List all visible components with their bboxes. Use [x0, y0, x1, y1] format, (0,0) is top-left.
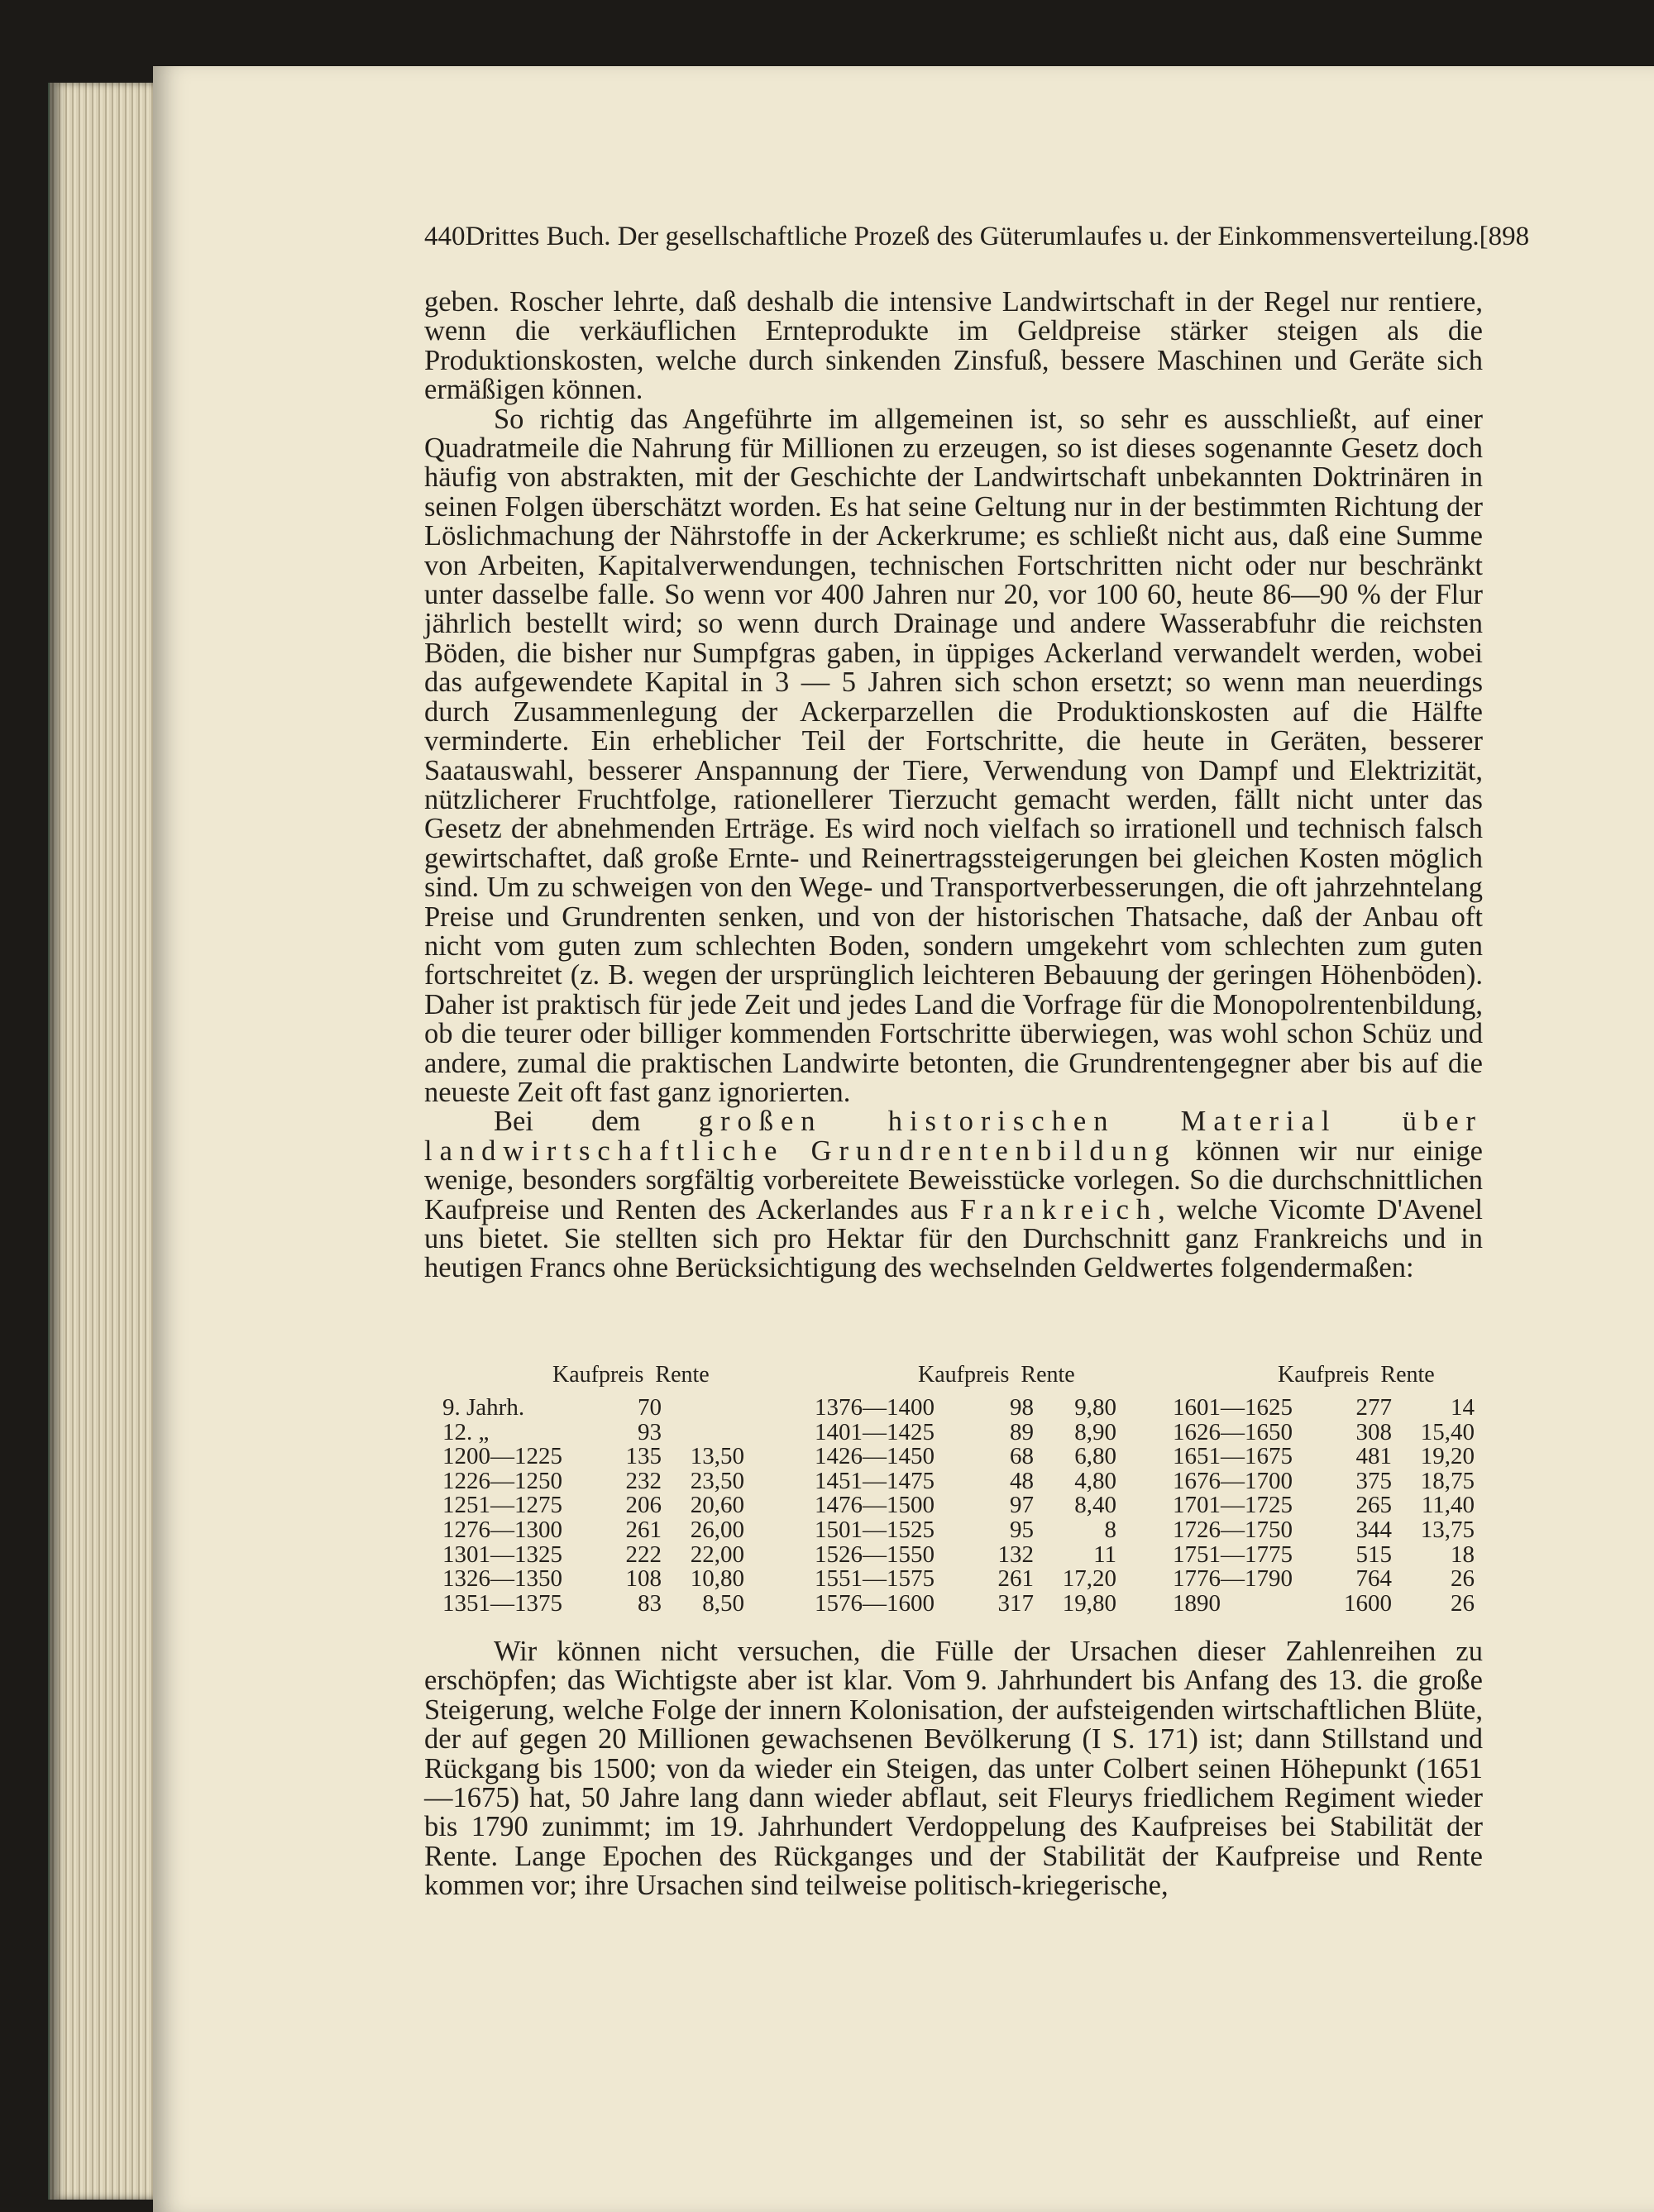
period-cell: 1401—1425	[815, 1418, 935, 1445]
intro-part-2: können wir nur einige wenige, besonders sorgfältig vorbereitete Beweisstücke vorlegen. So die durchschnittlichen Kaufpreise und Renten des Ackerlandes aus	[424, 1135, 1483, 1225]
paragraph-3	[424, 1107, 1483, 1283]
table-row	[1173, 1396, 1487, 1421]
page-number: 440	[424, 222, 466, 251]
kaufpreis-cell: 206	[625, 1492, 662, 1519]
period-cell: 1751—1775	[1173, 1541, 1293, 1568]
kaufpreis-cell: 1600	[1344, 1589, 1392, 1617]
period-cell: 1726—1750	[1173, 1516, 1293, 1543]
section-number: [898	[1479, 222, 1530, 251]
main-text	[424, 288, 1483, 1283]
kaufpreis-cell: 135	[625, 1443, 662, 1470]
kaufpreis-cell: 481	[1355, 1443, 1392, 1470]
rente-cell: 8,40	[1074, 1492, 1116, 1519]
period-cell: 1651—1675	[1173, 1443, 1293, 1470]
rente-cell: 9,80	[1074, 1394, 1116, 1421]
rente-cell: 26,00	[690, 1516, 744, 1543]
col-rente-3: Rente	[1380, 1362, 1435, 1388]
table-row	[442, 1518, 757, 1543]
table-row	[815, 1592, 1129, 1617]
period-cell: 12. „	[442, 1418, 490, 1445]
rente-cell: 6,80	[1074, 1443, 1116, 1470]
kaufpreis-cell: 308	[1355, 1418, 1392, 1445]
period-cell: 1601—1625	[1173, 1394, 1293, 1421]
kaufpreis-cell: 95	[1010, 1516, 1034, 1543]
intro-spaced-2: Frankreich	[959, 1193, 1159, 1225]
running-title: Drittes Buch. Der gesellschaftliche Prozeß des Güterumlaufes u. der Einkommensverteilung.	[465, 222, 1480, 251]
period-cell: 9. Jahrh.	[442, 1394, 525, 1421]
table-row	[815, 1567, 1129, 1592]
intro-part-3: , welche Vicomte D'Avenel uns bietet. Sie stellten sich pro Hektar für den Durchschnitt ganz Frankreichs und in heutigen Francs ohne Berücksichtigung des wechselnden Geldwertes folgendermaßen:	[424, 1193, 1483, 1284]
period-cell: 1776—1790	[1173, 1565, 1293, 1593]
col-kaufpreis-2: Kaufpreis	[918, 1362, 1010, 1388]
table-header-1	[552, 1362, 710, 1392]
period-cell: 1376—1400	[815, 1394, 935, 1421]
kaufpreis-cell: 261	[625, 1516, 662, 1543]
table-row	[1173, 1567, 1487, 1592]
table-header-2	[918, 1362, 1075, 1392]
period-cell: 1676—1700	[1173, 1467, 1293, 1494]
rente-cell: 17,20	[1062, 1565, 1116, 1593]
table-row	[442, 1592, 757, 1617]
rente-cell: 11,40	[1421, 1492, 1475, 1519]
rente-cell: 4,80	[1074, 1467, 1116, 1494]
kaufpreis-cell: 108	[625, 1565, 662, 1593]
kaufpreis-cell: 317	[997, 1589, 1034, 1617]
rente-cell: 23,50	[690, 1467, 744, 1494]
table-row	[442, 1445, 757, 1469]
kaufpreis-cell: 265	[1355, 1492, 1392, 1519]
rente-cell: 11	[1093, 1541, 1116, 1568]
price-table-group-1	[442, 1396, 757, 1616]
kaufpreis-cell: 97	[1010, 1492, 1034, 1519]
table-row	[442, 1421, 757, 1445]
table-row	[815, 1445, 1129, 1469]
paragraph-4: Wir können nicht versuchen, die Fülle der Ursachen dieser Zahlenreihen zu erschöpfen; das Wichtigste aber ist klar. Vom 9. Jahrhundert bis Anfang des 13. die große Steigerung, welche Folge der innern Kolonisation, der aufsteigenden wirtschaftlichen Blüte, der auf gegen 20 Millionen gewachsenen Bevölkerung (I S. 171) ist; dann Stillstand und Rückgang bis 1500; von da wieder ein Steigen, das unter Colbert seinen Höhepunkt (1651—1675) hat, 50 Jahre lang dann wieder abflaut, seit Fleurys friedlichem Regiment wieder bis 1790 zunimmt; im 19. Jahrhundert Verdoppelung des Kaufpreises bei Stabilität der Rente. Lange Epochen des Rückganges und der Stabilität der Kaufpreise und Rente kommen vor; ihre Ursachen sind teilweise politisch-kriegerische,	[424, 1636, 1483, 1902]
table-row	[442, 1543, 757, 1568]
kaufpreis-cell: 48	[1010, 1467, 1034, 1494]
table-row	[815, 1421, 1129, 1445]
rente-cell: 26	[1451, 1565, 1475, 1593]
period-cell: 1476—1500	[815, 1492, 935, 1519]
intro-spaced-1: großen historischen Material über landwirtschaftliche Grundrentenbildung	[424, 1106, 1484, 1167]
kaufpreis-cell: 132	[997, 1541, 1034, 1568]
period-cell: 1426—1450	[815, 1443, 935, 1470]
period-cell: 1701—1725	[1173, 1492, 1293, 1519]
rente-cell: 15,40	[1420, 1418, 1475, 1445]
kaufpreis-cell: 70	[638, 1394, 662, 1421]
period-cell: 1276—1300	[442, 1516, 562, 1543]
table-row	[815, 1518, 1129, 1543]
rente-cell: 13,75	[1420, 1516, 1475, 1543]
kaufpreis-cell: 89	[1010, 1418, 1034, 1445]
rente-cell: 14	[1451, 1394, 1475, 1421]
table-row	[1173, 1493, 1487, 1518]
table-row	[1173, 1592, 1487, 1617]
rente-cell: 18,75	[1420, 1467, 1475, 1494]
period-cell: 1890	[1173, 1589, 1221, 1617]
rente-cell: 19,20	[1420, 1443, 1475, 1470]
kaufpreis-cell: 375	[1355, 1467, 1392, 1494]
table-row	[815, 1493, 1129, 1518]
rente-cell: 13,50	[690, 1443, 744, 1470]
rente-cell: 8,50	[702, 1589, 744, 1617]
period-cell: 1526—1550	[815, 1541, 935, 1568]
period-cell: 1301—1325	[442, 1541, 562, 1568]
paragraph-2: So richtig das Angeführte im allgemeinen ist, so sehr es ausschließt, auf einer Quadratmeile die Nahrung für Millionen zu erzeugen, so ist dieses sogenannte Gesetz doch häufig von abstrakten, mit der Geschichte der Landwirtschaft unbekannten Doktrinären in seinen Folgen überschätzt worden. Es hat seine Geltung nur in der bestimmten Richtung der Löslichmachung der Nährstoffe in der Ackerkrume; es schließt nicht aus, daß eine Summe von Arbeiten, Kapitalverwendungen, technischen Fortschritten nicht oder nur beschränkt unter dasselbe falle. So wenn vor 400 Jahren nur 20, vor 100 60, heute 86—90 % der Flur jährlich bestellt wird; so wenn durch Drainage und andere Wasserabfuhr die reichsten Böden, die bisher nur Sumpfgras gaben, in üppiges Ackerland verwandelt werden, wobei das aufgewendete Kapital in 3 — 5 Jahren sich schon ersetzt; so wenn man neuerdings durch Zusammenlegung der Ackerparzellen die Produktionskosten auf die Hälfte verminderte. Ein erheblicher Teil der Fortschritte, die heute in Geräten, besserer Saatauswahl, besserer Anspannung der Tiere, Verwendung von Dampf und Elektrizität, nützlicherer Fruchtfolge, rationellerer Tierzucht gemacht werden, fällt nicht unter das Gesetz der abnehmenden Erträge. Es wird noch vielfach so irrationell und technisch falsch gewirtschaftet, daß große Ernte- und Reinertragssteigerungen bei gleichen Kosten möglich sind. Um zu schweigen von den Wege- und Transportverbesserungen, die oft jahrzehntelang Preise und Grundrenten senken, und von der historischen Thatsache, daß der Anbau oft nicht vom guten zum schlechten Boden, sondern umgekehrt vom schlechten zum guten fortschreitet (z. B. wegen der ursprünglich leichteren Bebauung der geringen Höhenböden). Daher ist praktisch für jede Zeit und jedes Land die Vorfrage für die Monopolrentenbildung, ob die teurer oder billiger kommenden Fortschritte überwiegen, was wohl schon Schüz und andere, zumal die praktischen Landwirte betonten, die Grundrentengegner aber bis auf die neueste Zeit oft fast ganz ignorierten.	[424, 403, 1483, 1108]
rente-cell: 19,80	[1062, 1589, 1116, 1617]
kaufpreis-cell: 764	[1355, 1565, 1392, 1593]
kaufpreis-cell: 344	[1355, 1516, 1392, 1543]
closing-text	[424, 1637, 1483, 1901]
rente-cell: 18	[1451, 1541, 1475, 1568]
kaufpreis-cell: 93	[638, 1418, 662, 1445]
col-kaufpreis-1: Kaufpreis	[552, 1362, 644, 1388]
table-row	[815, 1396, 1129, 1421]
table-row	[1173, 1445, 1487, 1469]
rente-cell: 26	[1451, 1589, 1475, 1617]
rente-cell: 8,90	[1074, 1418, 1116, 1445]
rente-cell	[662, 1396, 757, 1421]
rente-cell	[662, 1421, 757, 1445]
table-row	[1173, 1543, 1487, 1568]
table-row	[1173, 1518, 1487, 1543]
kaufpreis-cell: 98	[1010, 1394, 1034, 1421]
kaufpreis-cell: 68	[1010, 1443, 1034, 1470]
period-cell: 1451—1475	[815, 1467, 935, 1494]
period-cell: 1251—1275	[442, 1492, 562, 1519]
col-rente-2: Rente	[1021, 1362, 1075, 1388]
period-cell: 1576—1600	[815, 1589, 935, 1617]
col-kaufpreis-3: Kaufpreis	[1278, 1362, 1370, 1388]
table-row	[815, 1543, 1129, 1568]
table-row	[442, 1396, 757, 1421]
period-cell: 1501—1525	[815, 1516, 935, 1543]
period-cell: 1551—1575	[815, 1565, 935, 1593]
price-table-group-3	[1173, 1396, 1487, 1616]
period-cell: 1626—1650	[1173, 1418, 1293, 1445]
table-header-3	[1278, 1362, 1435, 1392]
table-row	[1173, 1469, 1487, 1494]
kaufpreis-cell: 261	[997, 1565, 1034, 1593]
col-rente-1: Rente	[655, 1362, 710, 1388]
table-row	[442, 1567, 757, 1592]
table-row	[1173, 1421, 1487, 1445]
period-cell: 1351—1375	[442, 1589, 562, 1617]
rente-cell: 10,80	[690, 1565, 744, 1593]
period-cell: 1326—1350	[442, 1565, 562, 1593]
rente-cell: 20,60	[690, 1492, 744, 1519]
kaufpreis-cell: 232	[625, 1467, 662, 1494]
kaufpreis-cell: 515	[1355, 1541, 1392, 1568]
period-cell: 1200—1225	[442, 1443, 562, 1470]
period-cell: 1226—1250	[442, 1467, 562, 1494]
table-row	[815, 1469, 1129, 1494]
table-row	[442, 1493, 757, 1518]
kaufpreis-cell: 222	[625, 1541, 662, 1568]
kaufpreis-cell: 83	[638, 1589, 662, 1617]
rente-cell: 22,00	[690, 1541, 744, 1568]
kaufpreis-cell: 277	[1355, 1394, 1392, 1421]
running-header	[424, 222, 1530, 252]
paragraph-1: geben. Roscher lehrte, daß deshalb die intensive Landwirtschaft in der Regel nur rentiere, wenn die verkäuflichen Ernteprodukte im Geldpreise stärker steigen als die Produktionskosten, welche durch sinkenden Zinsfuß, bessere Maschinen und Geräte sich ermäßigen können.	[424, 286, 1483, 406]
price-table-group-2	[815, 1396, 1129, 1616]
rente-cell: 8	[1104, 1516, 1116, 1543]
intro-part-1: Bei dem	[494, 1106, 699, 1138]
table-row	[442, 1469, 757, 1494]
